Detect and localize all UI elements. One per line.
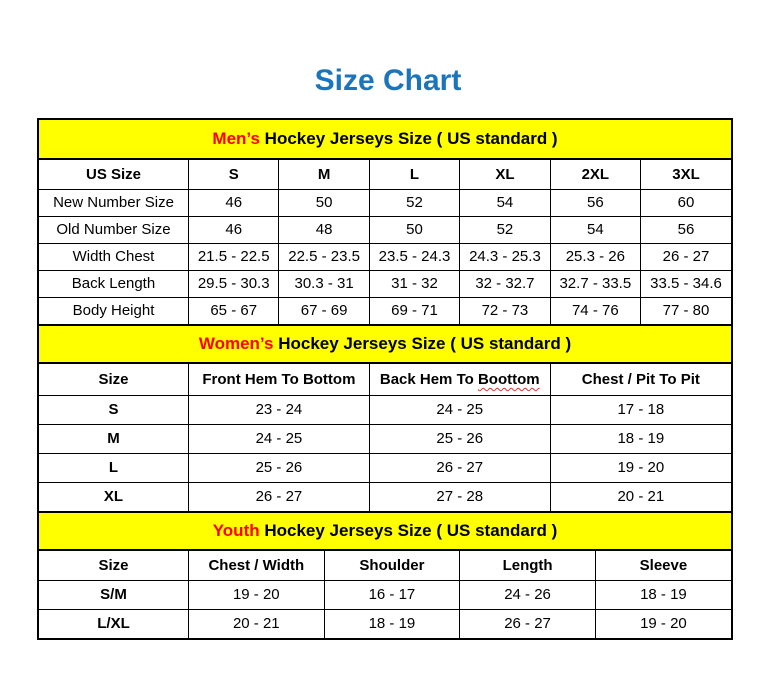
cell-value: 23.5 - 24.3: [369, 243, 459, 270]
row-label: L: [39, 453, 189, 482]
cell-value: 25 - 26: [369, 424, 550, 453]
section-band-highlight: Men’s: [212, 129, 260, 148]
cell-value: 25 - 26: [189, 453, 370, 482]
mens-size-table: [39, 160, 731, 324]
cell-value: 31 - 32: [369, 270, 459, 297]
header-row: [39, 551, 731, 580]
cell-value: 29.5 - 30.3: [189, 270, 279, 297]
cell-value: 32.7 - 33.5: [550, 270, 640, 297]
section-band-text: Hockey Jerseys Size ( US standard ): [273, 334, 572, 353]
cell-value: 24 - 26: [460, 580, 596, 609]
column-header: S: [189, 160, 279, 189]
cell-value: 21.5 - 22.5: [189, 243, 279, 270]
table-row: [39, 216, 731, 243]
cell-value: 19 - 20: [189, 580, 325, 609]
section-band-youth: [39, 511, 731, 551]
section-band-text: Hockey Jerseys Size ( US standard ): [259, 129, 558, 148]
cell-value: 18 - 19: [595, 580, 731, 609]
cell-value: 26 - 27: [189, 482, 370, 511]
cell-value: 52: [460, 216, 550, 243]
cell-value: 67 - 69: [279, 297, 369, 324]
cell-value: 56: [641, 216, 731, 243]
size-chart-tables: [37, 118, 733, 640]
row-label: New Number Size: [39, 189, 189, 216]
table-row: [39, 270, 731, 297]
cell-value: 30.3 - 31: [279, 270, 369, 297]
column-header: 3XL: [641, 160, 731, 189]
column-header: Size: [39, 551, 189, 580]
cell-value: 26 - 27: [641, 243, 731, 270]
cell-value: 18 - 19: [550, 424, 731, 453]
row-label: S/M: [39, 580, 189, 609]
cell-value: 24 - 25: [369, 395, 550, 424]
table-row: [39, 297, 731, 324]
row-label: XL: [39, 482, 189, 511]
row-label: S: [39, 395, 189, 424]
table-row: [39, 189, 731, 216]
cell-value: 33.5 - 34.6: [641, 270, 731, 297]
cell-value: 18 - 19: [324, 609, 460, 638]
cell-value: 24.3 - 25.3: [460, 243, 550, 270]
column-header: 2XL: [550, 160, 640, 189]
cell-value: 19 - 20: [595, 609, 731, 638]
table-row: [39, 243, 731, 270]
column-header: Shoulder: [324, 551, 460, 580]
column-header: Chest / Width: [189, 551, 325, 580]
column-header: Sleeve: [595, 551, 731, 580]
cell-value: 46: [189, 189, 279, 216]
column-header-text: Back Hem To: [379, 370, 478, 388]
column-header: Chest / Pit To Pit: [550, 364, 731, 395]
womens-size-table: [39, 364, 731, 511]
section-band-text: Hockey Jerseys Size ( US standard ): [259, 521, 558, 540]
cell-value: 32 - 32.7: [460, 270, 550, 297]
column-header: M: [279, 160, 369, 189]
cell-value: 77 - 80: [641, 297, 731, 324]
column-header: US Size: [39, 160, 189, 189]
cell-value: 69 - 71: [369, 297, 459, 324]
cell-value: 19 - 20: [550, 453, 731, 482]
row-label: Body Height: [39, 297, 189, 324]
cell-value: 72 - 73: [460, 297, 550, 324]
row-label: L/XL: [39, 609, 189, 638]
column-header: Size: [39, 364, 189, 395]
column-header: Length: [460, 551, 596, 580]
column-header: Front Hem To Bottom: [189, 364, 370, 395]
section-band-womens: [39, 324, 731, 364]
section-band-highlight: Youth: [212, 521, 260, 540]
cell-value: 20 - 21: [189, 609, 325, 638]
table-row: [39, 453, 731, 482]
table-row: [39, 609, 731, 638]
cell-value: 26 - 27: [369, 453, 550, 482]
cell-value: 50: [369, 216, 459, 243]
cell-value: 23 - 24: [189, 395, 370, 424]
youth-size-table: [39, 551, 731, 638]
cell-value: 26 - 27: [460, 609, 596, 638]
column-header: L: [369, 160, 459, 189]
cell-value: 20 - 21: [550, 482, 731, 511]
page-title: Size Chart: [314, 64, 462, 97]
cell-value: 65 - 67: [189, 297, 279, 324]
cell-value: 24 - 25: [189, 424, 370, 453]
table-row: [39, 424, 731, 453]
cell-value: 17 - 18: [550, 395, 731, 424]
table-row: [39, 580, 731, 609]
section-band-mens: [39, 120, 731, 160]
cell-value: 54: [550, 216, 640, 243]
row-label: Width Chest: [39, 243, 189, 270]
cell-value: 60: [641, 189, 731, 216]
cell-value: 56: [550, 189, 640, 216]
cell-value: 74 - 76: [550, 297, 640, 324]
cell-value: 46: [189, 216, 279, 243]
cell-value: 25.3 - 26: [550, 243, 640, 270]
section-band-highlight: Women’s: [198, 334, 274, 353]
row-label: M: [39, 424, 189, 453]
cell-value: 16 - 17: [324, 580, 460, 609]
cell-value: 52: [369, 189, 459, 216]
table-row: [39, 482, 731, 511]
table-row: [39, 395, 731, 424]
header-row: [39, 364, 731, 395]
cell-value: 54: [460, 189, 550, 216]
header-row: [39, 160, 731, 189]
row-label: Old Number Size: [39, 216, 189, 243]
cell-value: 27 - 28: [369, 482, 550, 511]
misspelled-word: Boottom: [477, 370, 540, 388]
cell-value: 50: [279, 189, 369, 216]
column-header: [369, 364, 550, 395]
row-label: Back Length: [39, 270, 189, 297]
column-header: XL: [460, 160, 550, 189]
cell-value: 48: [279, 216, 369, 243]
cell-value: 22.5 - 23.5: [279, 243, 369, 270]
